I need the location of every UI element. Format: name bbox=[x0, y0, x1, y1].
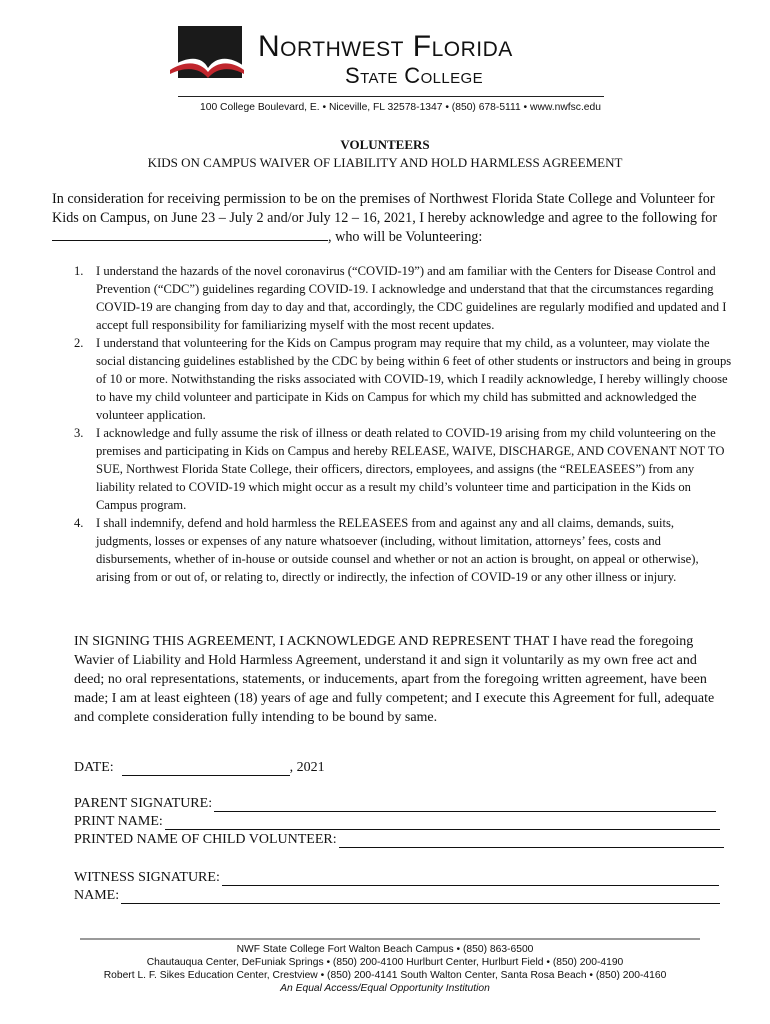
witness-name-field bbox=[74, 888, 720, 904]
college-logo bbox=[168, 26, 246, 96]
date-year: , 2021 bbox=[289, 760, 325, 775]
volunteer-name-blank[interactable] bbox=[52, 228, 328, 241]
terms-list bbox=[52, 262, 732, 586]
college-name-line1: Northwest Florida bbox=[258, 30, 513, 63]
college-address: 100 College Boulevard, E. • Niceville, FL 32578-1347 • (850) 678-5111 • www.nwfsc.edu bbox=[200, 102, 601, 113]
child-name-label: PRINTED NAME OF CHILD VOLUNTEER: bbox=[74, 832, 337, 847]
parent-signature-label: PARENT SIGNATURE: bbox=[74, 796, 213, 811]
item-text: I understand that volunteering for the Kids on Campus program may require that my child, as a volunteer, may violate the social distancing guidelines established by the CDC by being within 6 feet of other students or instructors and being in groups of 10 or more. Notwithstanding the risks associated with COVID-19, which I readily acknowledge, I hereby willingly choose to have my child volunteer and participate in Kids on Campus for which my child has submitted and acknowledged the volunteer application. bbox=[96, 336, 732, 422]
intro-text-start: In consideration for receiving permission to be on the premises of Northwest Florida State College and Volunteer for Kids on Campus, on June 23 – July 2 and/or July 12 – 16, 2021, I hereby acknowledge and agree to the following for bbox=[52, 191, 718, 226]
item-number: 3. bbox=[74, 426, 84, 440]
list-item bbox=[52, 514, 732, 586]
intro-paragraph bbox=[52, 190, 732, 247]
footer-campus-centers-2: Robert L. F. Sikes Education Center, Crestview • (850) 200-4141 South Walton Center, Santa Rosa Beach • (850) 200-4160 bbox=[103, 970, 667, 981]
college-name-line2: State College bbox=[345, 63, 484, 88]
parent-signature-line[interactable] bbox=[214, 799, 716, 812]
date-field bbox=[74, 760, 325, 776]
print-name-field bbox=[74, 814, 720, 830]
date-label: DATE: bbox=[74, 760, 114, 775]
list-item bbox=[52, 262, 732, 334]
item-number: 2. bbox=[74, 336, 84, 350]
print-name-label: PRINT NAME: bbox=[74, 814, 163, 829]
witness-name-label: NAME: bbox=[74, 888, 120, 903]
witness-signature-line[interactable] bbox=[222, 873, 719, 886]
footer-campus-main: NWF State College Fort Walton Beach Campus • (850) 863-6500 bbox=[236, 944, 534, 955]
witness-signature-label: WITNESS SIGNATURE: bbox=[74, 870, 220, 885]
footer-campus-centers-1: Chautauqua Center, DeFuniak Springs • (850) 200-4100 Hurlburt Center, Hurlburt Field • (850) 200-4190 bbox=[146, 957, 624, 968]
print-name-line[interactable] bbox=[165, 817, 720, 830]
intro-text-end: , who will be Volunteering: bbox=[328, 229, 483, 245]
item-number: 4. bbox=[74, 516, 84, 530]
document-subtitle: KIDS ON CAMPUS WAIVER OF LIABILITY AND HOLD HARMLESS AGREEMENT bbox=[147, 155, 623, 170]
header-divider bbox=[178, 96, 604, 97]
acknowledgement-paragraph: IN SIGNING THIS AGREEMENT, I ACKNOWLEDGE AND REPRESENT THAT I have read the foregoing Wavier of Liability and Hold Harmless Agreement, understand it and sign it voluntarily as my own free act and deed; no oral representations, statements, or inducements, apart from the foregoing written agreement, have been made; I am at least eighteen (18) years of age and fully competent; and I execute this Agreement for full, adequate and complete consideration fully intending to be bound by same. bbox=[74, 634, 715, 725]
document-title: VOLUNTEERS bbox=[340, 137, 430, 152]
child-name-line[interactable] bbox=[339, 835, 724, 848]
child-name-field bbox=[74, 832, 724, 848]
item-text: I shall indemnify, defend and hold harmless the RELEASEES from and against any and all claims, demands, suits, judgments, losses or expenses of any nature whatsoever (including, without limitation, attorneys’ fees, costs and disbursements, whether of in-house or outside counsel and whether or not an action is brought, on appeal or otherwise), arising from or out of, or relating to, directly or indirectly, the infection of COVID-19 or any other illness or injury. bbox=[96, 516, 699, 584]
item-number: 1. bbox=[74, 264, 84, 278]
footer-equal-opportunity: An Equal Access/Equal Opportunity Institution bbox=[280, 983, 490, 994]
witness-signature-field bbox=[74, 870, 719, 886]
date-input-line[interactable] bbox=[122, 763, 290, 776]
list-item bbox=[52, 334, 732, 424]
parent-signature-field bbox=[74, 796, 716, 812]
witness-name-line[interactable] bbox=[121, 891, 720, 904]
list-item bbox=[52, 424, 732, 514]
footer-divider bbox=[80, 938, 700, 940]
item-text: I acknowledge and fully assume the risk of illness or death related to COVID-19 arising from my child volunteering on the premises and participating in Kids on Campus and hereby RELEASE, WAIVE, DISCHARGE, AND COVENANT NOT TO SUE, Northwest Florida State College, their officers, directors, employees, and assigns (the “RELEASEES”) from any liability related to COVID-19 which might occur as a result my child’s volunteer time and participation in the Kids on Campus program. bbox=[96, 426, 725, 512]
item-text: I understand the hazards of the novel coronavirus (“COVID-19”) and am familiar with the Centers for Disease Control and Prevention (“CDC”) guidelines regarding COVID-19. I acknowledge and understand that that the circumstances regarding COVID-19 are changing from day to day and that, accordingly, the CDC guidelines are regularly modified and updated and I accept full responsibility for familiarizing myself with the most recent updates. bbox=[96, 264, 727, 332]
